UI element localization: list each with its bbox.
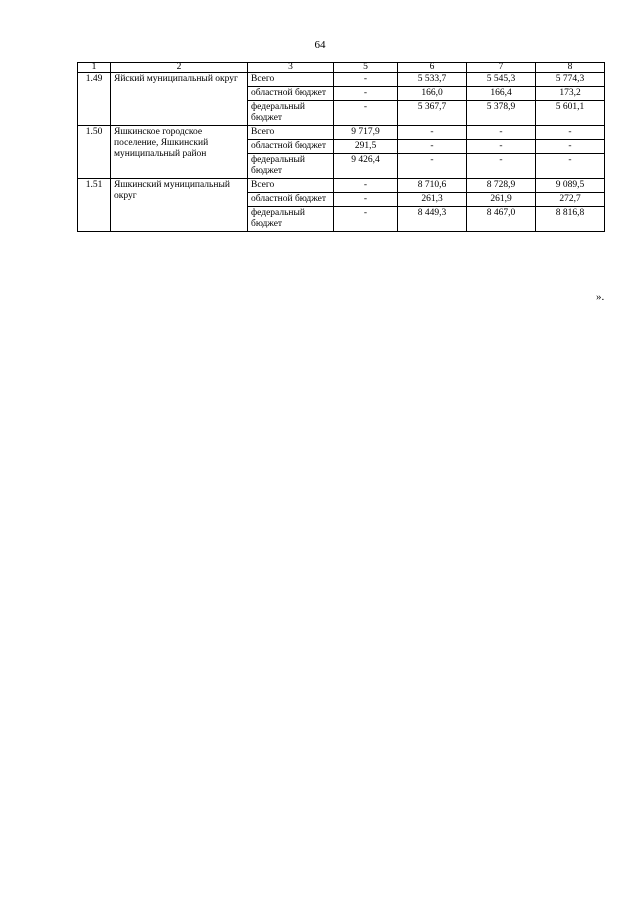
amount-cell: 8 816,8: [536, 207, 605, 232]
budget-type-cell: федеральный бюджет: [248, 101, 334, 126]
amount-cell: 9 717,9: [334, 126, 398, 140]
column-header: 2: [111, 63, 248, 73]
municipality-name: Яйский муниципальный округ: [111, 73, 248, 126]
amount-cell: 166,0: [398, 87, 467, 101]
amount-cell: -: [536, 126, 605, 140]
column-header: 5: [334, 63, 398, 73]
amount-cell: -: [398, 126, 467, 140]
column-header: 7: [467, 63, 536, 73]
amount-cell: -: [334, 87, 398, 101]
amount-cell: -: [536, 140, 605, 154]
amount-cell: -: [467, 154, 536, 179]
amount-cell: -: [467, 126, 536, 140]
table-row: [78, 73, 605, 87]
budget-type-cell: областной бюджет: [248, 140, 334, 154]
column-header: 6: [398, 63, 467, 73]
amount-cell: 9 089,5: [536, 179, 605, 193]
amount-cell: 291,5: [334, 140, 398, 154]
amount-cell: 8 449,3: [398, 207, 467, 232]
amount-cell: 5 545,3: [467, 73, 536, 87]
column-header: 8: [536, 63, 605, 73]
amount-cell: 272,7: [536, 193, 605, 207]
column-header: 3: [248, 63, 334, 73]
budget-type-cell: областной бюджет: [248, 193, 334, 207]
amount-cell: 5 601,1: [536, 101, 605, 126]
amount-cell: -: [334, 207, 398, 232]
row-number: 1.51: [78, 179, 111, 232]
amount-cell: 5 367,7: [398, 101, 467, 126]
amount-cell: -: [398, 140, 467, 154]
budget-type-cell: федеральный бюджет: [248, 207, 334, 232]
column-header: 1: [78, 63, 111, 73]
table-header-row: [78, 63, 605, 73]
row-number: 1.50: [78, 126, 111, 179]
row-number: 1.49: [78, 73, 111, 126]
amount-cell: 5 774,3: [536, 73, 605, 87]
amount-cell: 5 533,7: [398, 73, 467, 87]
amount-cell: 8 728,9: [467, 179, 536, 193]
budget-type-cell: Всего: [248, 126, 334, 140]
municipality-name: Яшкинское городское поселение, Яшкинский муниципальный район: [111, 126, 248, 179]
amount-cell: -: [334, 73, 398, 87]
budget-type-cell: областной бюджет: [248, 87, 334, 101]
budget-type-cell: федеральный бюджет: [248, 154, 334, 179]
table-row: [78, 126, 605, 140]
amount-cell: 173,2: [536, 87, 605, 101]
amount-cell: 261,3: [398, 193, 467, 207]
amount-cell: -: [334, 193, 398, 207]
closing-quote-mark: ».: [596, 291, 605, 303]
amount-cell: 8 710,6: [398, 179, 467, 193]
amount-cell: 8 467,0: [467, 207, 536, 232]
amount-cell: 9 426,4: [334, 154, 398, 179]
funding-table: [77, 62, 605, 232]
amount-cell: -: [334, 101, 398, 126]
amount-cell: -: [334, 179, 398, 193]
table-row: [78, 179, 605, 193]
amount-cell: 261,9: [467, 193, 536, 207]
amount-cell: 166,4: [467, 87, 536, 101]
table-body: [78, 73, 605, 232]
budget-type-cell: Всего: [248, 179, 334, 193]
amount-cell: 5 378,9: [467, 101, 536, 126]
amount-cell: -: [398, 154, 467, 179]
page-number: 64: [314, 39, 326, 51]
amount-cell: -: [536, 154, 605, 179]
amount-cell: -: [467, 140, 536, 154]
budget-type-cell: Всего: [248, 73, 334, 87]
municipality-name: Яшкинский муниципальный округ: [111, 179, 248, 232]
